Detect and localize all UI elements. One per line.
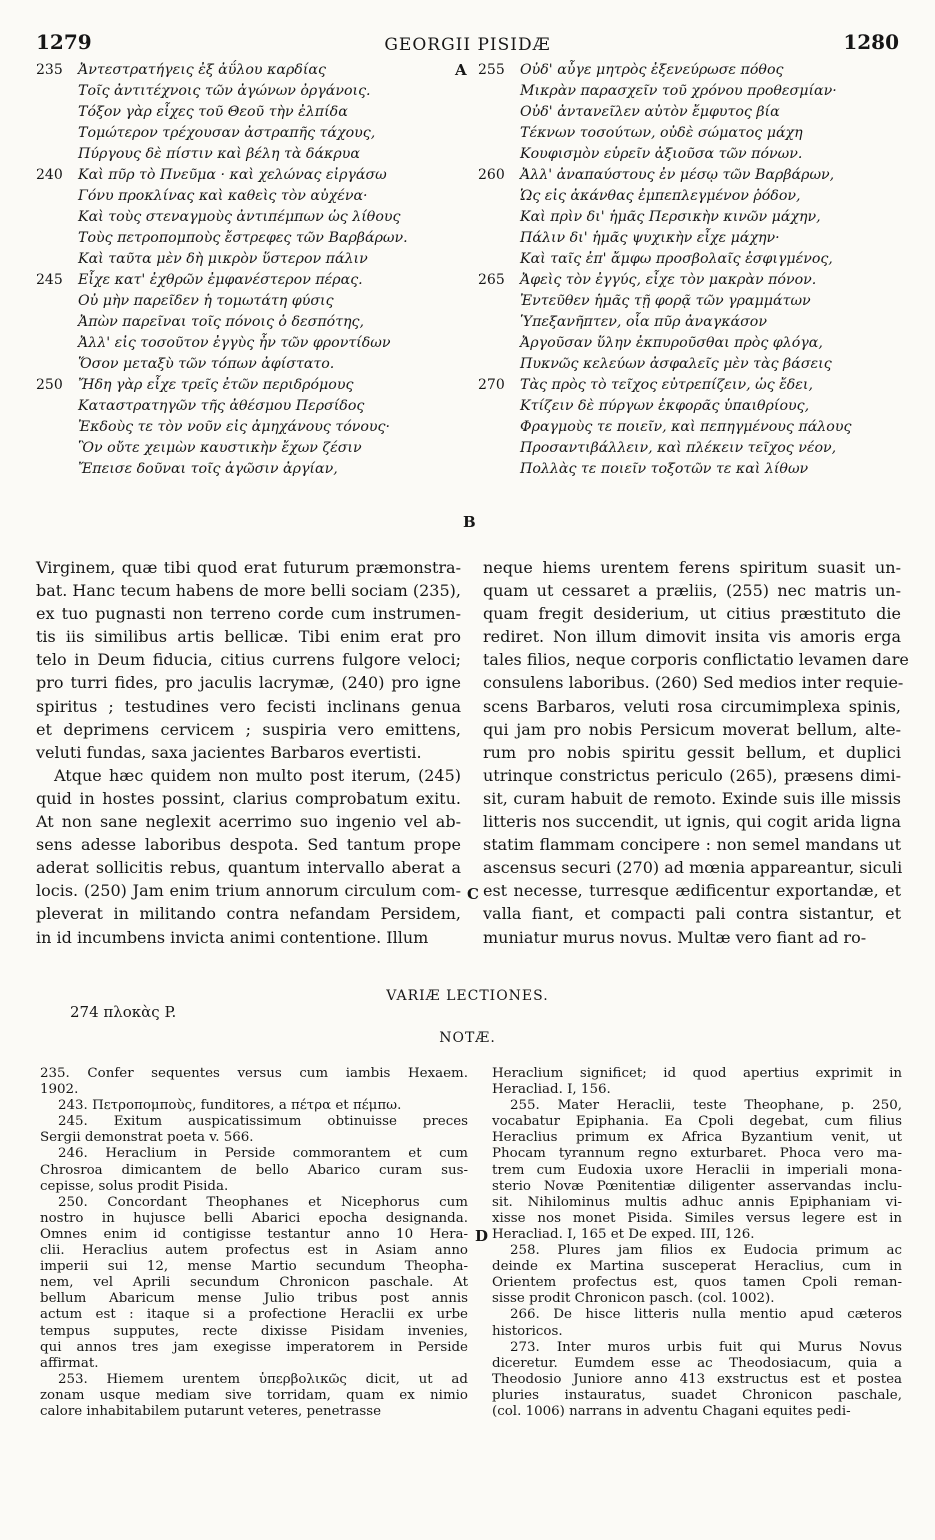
verse-number: 245 [36, 272, 63, 288]
note-line: nostro in hujusce belli Abarici epocha designanda. [40, 1210, 468, 1226]
verse-text: Ἐντεῦθεν ἡμᾶς τῇ φορᾷ τῶν γραμμάτων [520, 293, 811, 309]
verse-line [478, 123, 908, 144]
latin-line: et deprimens cervicem ; suspiria vero emittens, [36, 719, 461, 739]
verse-line [478, 375, 908, 396]
latin-line: tales filios, neque corporis conflictatio levamen dare [483, 650, 909, 670]
note-line: 250. Concordant Theophanes et Nicephorus cum [58, 1194, 468, 1210]
note-line: clii. Heraclius autem profectus est in Asiam anno [40, 1243, 468, 1259]
note-line: qui annos tres jam exegisse imperatorem in Perside [40, 1339, 468, 1355]
latin-line: locis. (250) Jam enim trium annorum circulum com- [36, 881, 461, 901]
verse-line [478, 438, 908, 459]
latin-line: ascensus securi (270) ad mœnia appareantur, siculi [483, 858, 903, 878]
verse-text: Ὅσον μεταξὺ τῶν τόπων ἀφίστατο. [78, 356, 335, 372]
verse-line [36, 459, 456, 480]
verse-line [36, 249, 456, 270]
margin-marker-c: C [467, 885, 479, 903]
verse-line [36, 396, 456, 417]
verse-text: Τέκνων τοσούτων, οὐδὲ σώματος μάχη [520, 125, 803, 141]
note-line: sit. Nihilominus multis adhuc annis Epiphaniam vi- [492, 1194, 902, 1210]
margin-marker-b: B [463, 513, 476, 531]
latin-line: tis iis similibus artis bellicæ. Tibi enim erat pro [36, 627, 461, 647]
latin-line: At non sane neglexit acerrimo suo ingenio vel ab- [36, 812, 461, 832]
note-line: 273. Inter muros urbis fuit qui Murus Novus [510, 1339, 902, 1355]
verse-line [36, 312, 456, 333]
verse-text: Ἀντεστρατήγεις ἐξ ἀΰλου καρδίας [78, 62, 326, 78]
verse-line [36, 417, 456, 438]
note-line: 266. De hisce litteris nulla mentio apud cæteros [510, 1307, 902, 1323]
verse-number: 260 [478, 167, 505, 183]
verse-line [36, 165, 456, 186]
verse-text: Καὶ ταῖς ἐπ' ἄμφω προσβολαῖς ἐσφιγμένος, [520, 251, 833, 267]
verse-text: Ὑπεξανῆπτεν, οἷα πῦρ ἀναγκάσον [520, 314, 767, 330]
verse-text: Ἀλλ' ἀναπαύστους ἐν μέσῳ τῶν Βαρβάρων, [520, 167, 835, 183]
verse-line [478, 333, 908, 354]
note-line: xisse nos monet Pisida. Similes versus legere est in [492, 1210, 902, 1226]
latin-line: Virginem, quæ tibi quod erat futurum præmonstra- [36, 558, 461, 577]
notes-column-left [40, 1066, 468, 1420]
note-line: deinde ex Martina susceperat Heraclius, cum in [492, 1259, 902, 1275]
note-line: Heraclius primum ex Africa Byzantium venit, ut [492, 1130, 902, 1146]
note-line: affirmat. [40, 1355, 99, 1371]
latin-line: neque hiems urentem ferens spiritum suasit un- [483, 558, 901, 577]
verse-text: Οὐδ' ἀντανεῖλεν αὐτὸν ἔμφυτος βία [520, 104, 780, 120]
verse-line [478, 270, 908, 291]
latin-line: pleverat in militando contra nefandam Persidem, [36, 904, 461, 924]
note-line: Orientem profectus est, quos tamen Cpoli reman- [492, 1275, 902, 1291]
verse-line [478, 207, 908, 228]
latin-line: rediret. Non illum dimovit insita vis amoris erga [483, 627, 901, 647]
verse-line [36, 81, 456, 102]
note-line: trem cum Eudoxia uxore Heraclii in imperiali mona- [492, 1162, 902, 1178]
note-line: 258. Plures jam filios ex Eudocia primum ac [510, 1243, 902, 1259]
note-line: 243. Πετροπομποὺς, funditores, a πέτρα et πέμπω. [58, 1098, 402, 1114]
margin-marker-d: D [475, 1227, 489, 1245]
verse-text: Κουφισμὸν εὑρεῖν ἀξιοῦσα τῶν πόνων. [520, 146, 803, 162]
verse-text: Πάλιν δι' ἡμᾶς ψυχικὴν εἶχε μάχην· [520, 230, 780, 246]
verse-text: Μικρὰν παρασχεῖν τοῦ χρόνου προθεσμίαν· [520, 83, 837, 99]
verse-line [478, 396, 908, 417]
variant-reading: 274 πλοκὰς P. [70, 1003, 177, 1021]
note-line: 245. Exitum auspicatissimum obtinuisse preces [58, 1114, 468, 1130]
note-line: bellum Abaricum mense Julio tribus post annis [40, 1291, 468, 1307]
note-line: nem, vel Aprili secundum Chronicon paschale. At [40, 1275, 468, 1291]
latin-line: bat. Hanc tecum habens de more belli sociam (235), [36, 581, 461, 601]
note-line: 246. Heraclium in Perside commorantem et cum [58, 1146, 468, 1162]
verse-line [36, 60, 456, 81]
variae-lectiones-heading: VARIÆ LECTIONES. [386, 988, 549, 1004]
note-line: (col. 1006) narrans in adventu Chagani equites pedi- [492, 1403, 851, 1419]
note-line: tempus supputes, recte dixisse Pisidam invenies, [40, 1323, 468, 1339]
verse-line [36, 333, 456, 354]
verse-text: Ἀφεὶς τὸν ἐγγύς, εἶχε τὸν μακρὰν πόνον. [520, 272, 817, 288]
verse-text: Καὶ τοὺς στεναγμοὺς ἀντιπέμπων ὡς λίθους [78, 209, 401, 225]
verse-number: 240 [36, 167, 63, 183]
verse-text: Πυκνῶς κελεύων ἀσφαλεῖς μὲν τὰς βάσεις [520, 356, 832, 372]
note-line: Heracliad. I, 165 et De exped. III, 126. [492, 1226, 755, 1242]
verse-number: 270 [478, 377, 505, 393]
note-line: pluries instauratus, suadet Chronicon paschale, [492, 1387, 902, 1403]
note-line: 253. Hiemem urentem ὑπερβολικῶς dicit, ut ad [58, 1371, 468, 1387]
verse-text: Ὡς εἰς ἀκάνθας ἐμπεπλεγμένον ῥόδον, [520, 188, 801, 204]
latin-line: sit, curam habuit de remoto. Exinde suis ille missis [483, 788, 901, 808]
latin-line: quid in hostes possint, clarius comprobatum exitu. [36, 788, 461, 808]
note-line: sterio Novæ Pœnitentiæ diligenter asservandas inclu- [492, 1178, 902, 1194]
latin-line: litteris nos succendit, ut ignis, qui cogit arida ligna [483, 812, 901, 832]
verse-line [36, 270, 456, 291]
verse-line [478, 228, 908, 249]
latin-line: quam ut cessaret a præliis, (255) nec matris un- [483, 581, 901, 601]
notae-heading: NOTÆ. [439, 1030, 496, 1046]
verse-text: Τομώτερον τρέχουσαν ἀστραπῆς τάχους, [78, 125, 376, 141]
note-line: Heracliad. I, 156. [492, 1082, 611, 1098]
note-line: zonam usque mediam sive torridam, quam ex nimio [40, 1387, 468, 1403]
verse-line [478, 165, 908, 186]
note-line: historicos. [492, 1323, 563, 1339]
running-title: GEORGII PISIDÆ [384, 35, 551, 55]
note-line: Chrosroa dimicantem de bello Abarico curam sus- [40, 1162, 468, 1178]
latin-line: statim flammam concipere : non semel mandans ut [483, 835, 901, 855]
verse-text: Γόνυ προκλίνας καὶ καθεὶς τὸν αὐχένα· [78, 188, 368, 204]
verse-line [36, 144, 456, 165]
note-line: cepisse, solus prodit Pisida. [40, 1178, 229, 1194]
latin-line: rum pro nobis spiritu gessit bellum, et duplici [483, 742, 901, 762]
verse-text: Τόξον γὰρ εἶχες τοῦ Θεοῦ τὴν ἐλπίδα [78, 104, 348, 120]
note-line: actum est : itaque si a profectione Heraclii ex urbe [40, 1307, 468, 1323]
verse-line [478, 417, 908, 438]
verse-number: 265 [478, 272, 505, 288]
verse-text: Οὐδ' αὖγε μητρὸς ἐξενεύρωσε πόθος [520, 62, 784, 78]
greek-column-right [478, 60, 908, 480]
verse-text: Καὶ πῦρ τὸ Πνεῦμα · καὶ χελώνας εἰργάσω [78, 167, 387, 183]
latin-column-left [36, 556, 461, 949]
verse-text: Ἤδη γὰρ εἶχε τρεῖς ἐτῶν περιδρόμους [78, 377, 354, 393]
note-line: Theodosio Juniore anno 413 exstructus est et postea [492, 1371, 902, 1387]
verse-line [478, 249, 908, 270]
note-line: 235. Confer sequentes versus cum iambis Hexaem. [40, 1066, 468, 1081]
note-line: calore inhabitabilem putarunt veteres, penetrasse [40, 1403, 381, 1419]
note-line: diceretur. Eumdem esse ac Theodosiacum, quia a [492, 1355, 902, 1371]
verse-text: Καὶ πρὶν δι' ἡμᾶς Περσικὴν κινῶν μάχην, [520, 209, 821, 225]
verse-line [478, 354, 908, 375]
verse-text: Ἀργοῦσαν ὕλην ἐκπυροῦσθαι πρὸς φλόγα, [520, 335, 823, 351]
verse-text: Πολλὰς τε ποιεῖν τοξοτῶν τε καὶ λίθων [520, 461, 809, 477]
latin-line: veluti fundas, saxa jacientes Barbaros evertisti. [36, 742, 422, 762]
margin-marker-a: A [455, 61, 467, 79]
note-line: Omnes enim id contigisse testantur anno 10 Hera- [40, 1226, 468, 1242]
verse-text: Τοὺς πετροπομποὺς ἔστρεφες τῶν Βαρβάρων. [78, 230, 408, 246]
verse-line [478, 144, 908, 165]
verse-line [36, 354, 456, 375]
verse-text: Εἶχε κατ' ἐχθρῶν ἐμφανέστερον πέρας. [78, 272, 363, 288]
note-line: Heraclium significet; id quod apertius exprimit in [492, 1066, 902, 1081]
verse-text: Τὰς πρὸς τὸ τεῖχος εὐτρεπίζειν, ὡς ἔδει, [520, 377, 813, 393]
latin-line: pro turri fides, pro jaculis lacrymæ, (240) pro igne [36, 673, 461, 693]
verse-line [36, 291, 456, 312]
latin-line: Atque hæc quidem non multo post iterum, (245) [54, 765, 461, 785]
verse-line [36, 228, 456, 249]
latin-line: in id incumbens invicta animi contentione. Illum [36, 927, 429, 947]
note-line: sisse prodit Chronicon pasch. (col. 1002). [492, 1291, 775, 1307]
verse-text: Προσαντιβάλλειν, καὶ πλέκειν τεῖχος νέον, [520, 440, 837, 456]
verse-text: Πύργους δὲ πίστιν καὶ βέλη τὰ δάκρυα [78, 146, 360, 162]
note-line: 255. Mater Heraclii, teste Theophane, p. 250, [510, 1098, 902, 1114]
note-line: imperii sui 12, mense Martio secundum Theopha- [40, 1259, 468, 1275]
notes-column-right [492, 1066, 902, 1420]
verse-text: Ἐκδοὺς τε τὸν νοῦν εἰς ἀμηχάνους τόνους· [78, 419, 390, 435]
latin-column-right [483, 556, 909, 949]
latin-line: telo in Deum fiducia, citius currens fulgore veloci; [36, 650, 461, 670]
verse-line [36, 123, 456, 144]
verse-line [36, 375, 456, 396]
verse-text: Καταστρατηγῶν τῆς ἀθέσμου Περσίδος [78, 398, 365, 414]
latin-line: est necesse, turresque ædificentur exportandæ, et [483, 881, 901, 901]
latin-line: spiritus ; testudines vero fecisti inclinans genua [36, 696, 461, 716]
latin-line: consulens laboribus. (260) Sed medios inter requie- [483, 673, 904, 693]
verse-text: Ὃν οὔτε χειμὼν καυστικὴν ἔχων ζέσιν [78, 440, 362, 456]
latin-line: ex tuo pugnasti non terreno corde cum instrumen- [36, 604, 461, 624]
verse-text: Καὶ ταῦτα μὲν δὴ μικρὸν ὕστερον πάλιν [78, 251, 368, 267]
verse-number: 250 [36, 377, 63, 393]
verse-line [36, 438, 456, 459]
verse-line [36, 207, 456, 228]
verse-number: 255 [478, 62, 505, 78]
note-line: 1902. [40, 1082, 79, 1098]
verse-line [478, 312, 908, 333]
verse-line [36, 186, 456, 207]
verse-number: 235 [36, 62, 63, 78]
latin-line: quam fregit desiderium, ut citius præstituto die [483, 604, 901, 624]
latin-line: muniatur murus novus. Multæ vero fiant ad ro- [483, 927, 867, 947]
verse-line [478, 81, 908, 102]
verse-text: Φραγμοὺς τε ποιεῖν, καὶ πεπηγμένους πάλους [520, 419, 852, 435]
verse-line [478, 60, 908, 81]
note-line: Phocam tyrannum regno exturbaret. Phoca vero ma- [492, 1146, 902, 1162]
latin-line: qui jam pro nobis Persicum moverat bellum, alte- [483, 719, 901, 739]
latin-line: utrinque constrictus periculo (265), præsens dimi- [483, 765, 901, 785]
note-line: Sergii demonstrat poeta v. 566. [40, 1130, 254, 1146]
verse-text: Ἀλλ' εἰς τοσοῦτον ἐγγὺς ἦν τῶν φροντίδων [78, 335, 391, 351]
verse-line [36, 102, 456, 123]
verse-text: Τοῖς ἀντιτέχνοις τῶν ἀγώνων ὀργάνοις. [78, 83, 371, 99]
verse-line [478, 459, 908, 480]
verse-text: Κτίζειν δὲ πύργων ἐκφορᾶς ὑπαιθρίους, [520, 398, 810, 414]
greek-column-left [36, 60, 456, 480]
verse-line [478, 291, 908, 312]
latin-line: valla fiant, et compacti pali contra sistantur, et [483, 904, 901, 924]
note-line: vocabatur Epiphania. Ea Cpoli degebat, cum filius [492, 1114, 902, 1130]
verse-text: Ἀπὼν παρεῖναι τοῖς πόνοις ὁ δεσπότης, [78, 314, 364, 330]
latin-line: scens Barbaros, veluti rosa circumimplexa spinis, [483, 696, 901, 716]
latin-line: sens adesse laboribus despota. Sed tantum prope [36, 835, 461, 855]
verse-text: Οὐ μὴν παρεῖδεν ἡ τομωτάτη φύσις [78, 293, 334, 309]
verse-text: Ἔπεισε δοῦναι τοῖς ἀγῶσιν ἀργίαν, [78, 461, 338, 477]
latin-line: aderat sollicitis rebus, quantum intervallo aberat a [36, 858, 461, 878]
page-number-left: 1279 [36, 30, 92, 54]
verse-line [478, 102, 908, 123]
page-number-right: 1280 [843, 30, 899, 54]
verse-line [478, 186, 908, 207]
